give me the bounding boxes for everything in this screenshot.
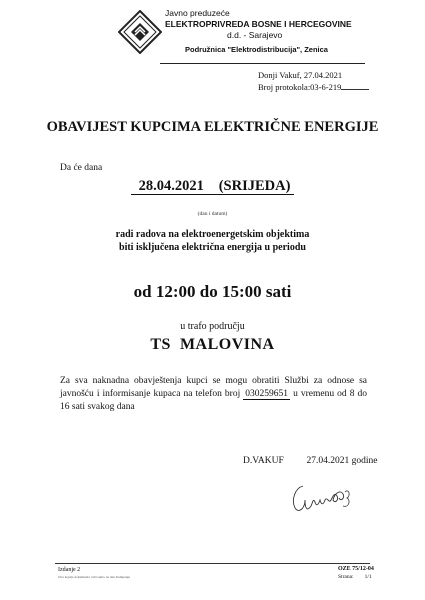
transformer-station: TS MALOVINA — [150, 336, 275, 353]
contact-phone: 030259651 — [245, 389, 289, 399]
header-divider — [160, 63, 365, 64]
footer-edition: Izdanje 2 — [58, 567, 81, 573]
place-date: Donji Vakuf, 27.04.2021 — [258, 70, 343, 80]
footer-divider — [55, 563, 370, 564]
outage-time-range: od 12:00 do 15:00 sati — [133, 282, 292, 301]
company-logo — [118, 10, 162, 54]
document-meta — [258, 70, 369, 93]
contact-text-after: u vremenu od 8 do 16 sati svakog dana — [60, 389, 367, 412]
notice-title: OBAVIJEST KUPCIMA ELEKTRIČNE ENERGIJE — [46, 119, 379, 135]
protocol-number: Broj protokola:03-6-219 — [258, 82, 342, 92]
area-label: u trafo području — [180, 321, 245, 332]
contact-paragraph — [60, 375, 367, 414]
footer-page: Strana: 1/1 — [338, 574, 372, 580]
footer-copy-note: Ova kopija dokumenta važi samo na dan štampanja — [58, 575, 131, 579]
protocol-blank-line — [341, 81, 369, 90]
contact-text-before: Za sva naknadna obavještenja kupci se mogu obratiti Službi za odnose sa javnošću i informisanje kupaca na telefon broj — [60, 376, 367, 399]
outage-date-value: 28.04.2021 — [135, 178, 208, 195]
signature-place: D.VAKUF — [243, 456, 284, 466]
branch-name: Podružnica "Elektrodistribucija", Zenica — [185, 45, 328, 54]
signature-date: 27.04.2021 godine — [306, 456, 378, 466]
company-name: ELEKTROPRIVREDA BOSNE I HERCEGOVINE — [165, 19, 352, 29]
company-header — [165, 8, 352, 55]
notice-intro: Da će dana — [60, 163, 103, 173]
outage-reason — [0, 228, 425, 254]
company-line1: Javno preduzeće — [165, 8, 230, 18]
company-legal-form: d.d. - Sarajevo — [227, 30, 283, 40]
outage-date — [0, 178, 425, 195]
reason-line1: radi radova na elektroenergetskim objektima — [115, 229, 310, 240]
outage-weekday: (SRIJEDA) — [218, 178, 291, 194]
reason-line2: biti isključena električna energija u periodu — [119, 242, 306, 253]
signature-place-date — [243, 456, 377, 466]
date-caption: (dan i datum) — [197, 211, 228, 217]
handwritten-signature — [285, 478, 365, 518]
footer-form-code: OZE 75/12-04 — [338, 566, 374, 572]
